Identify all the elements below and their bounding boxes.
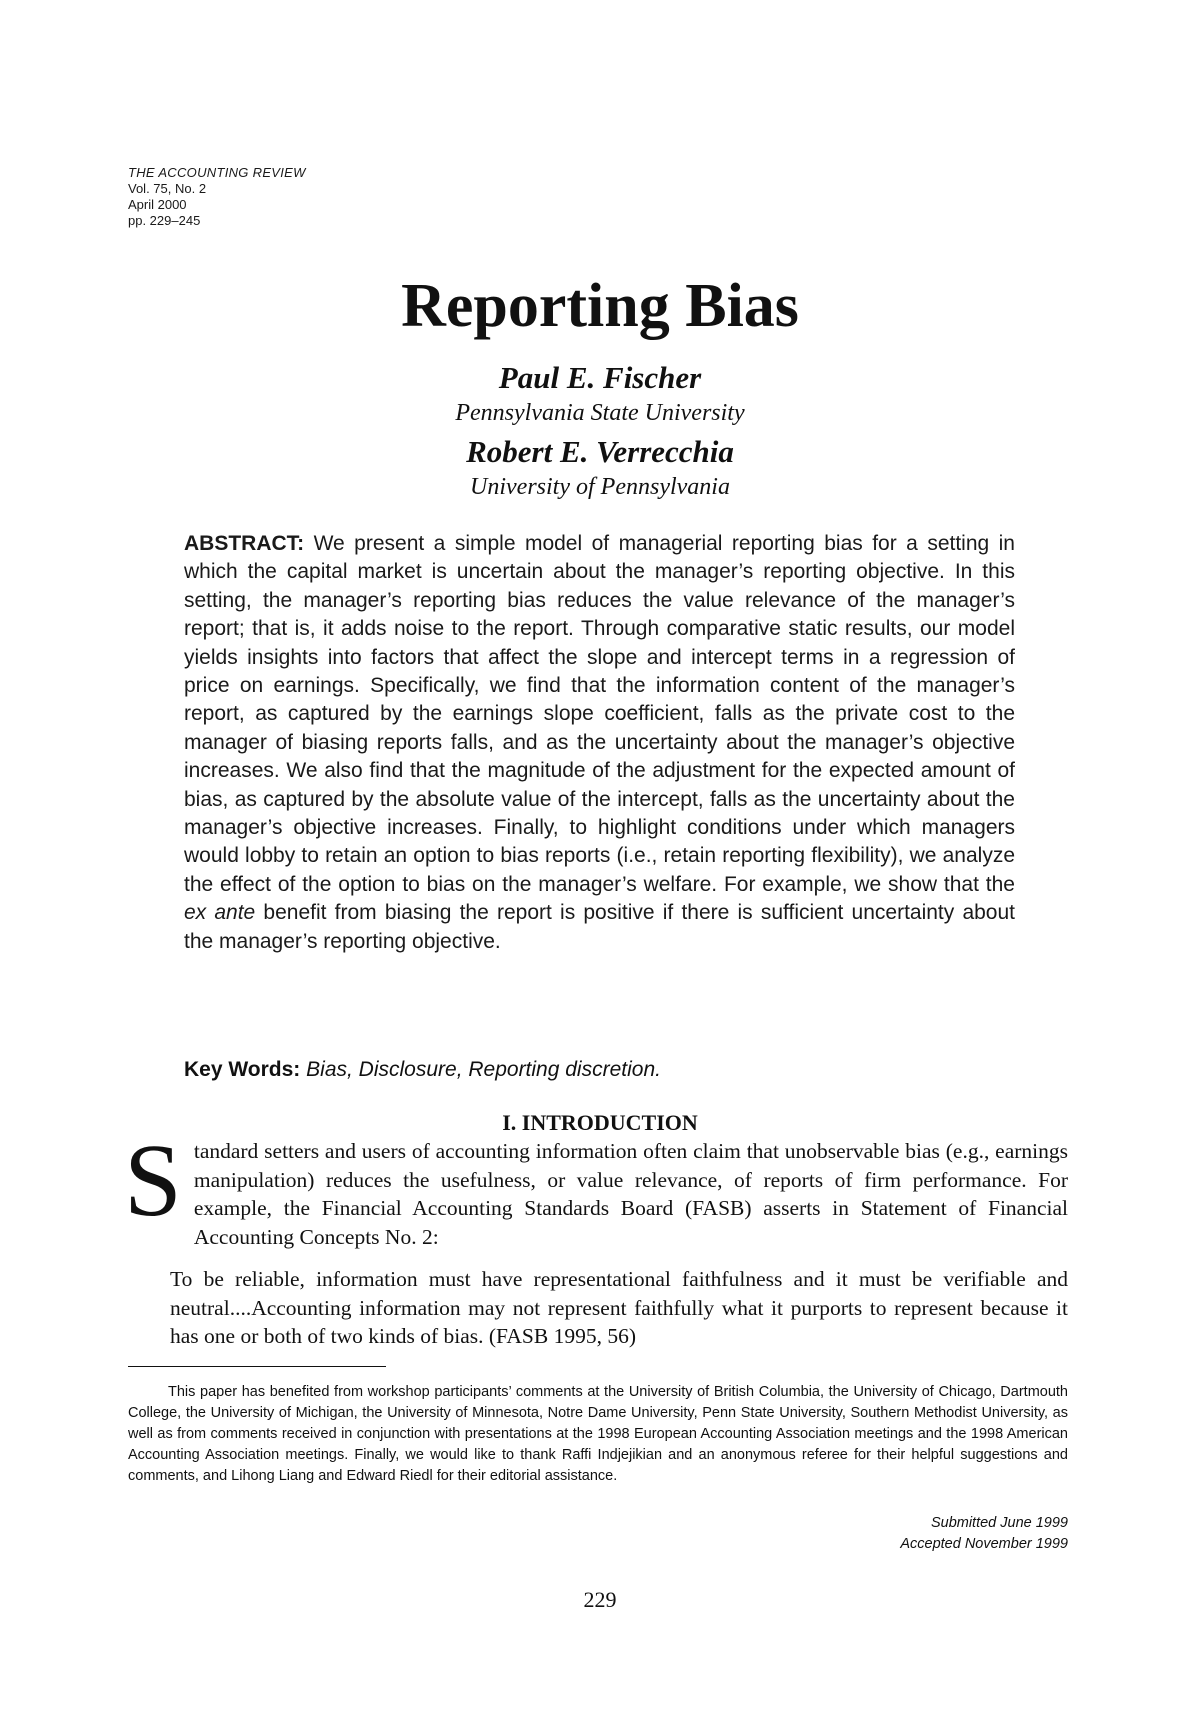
journal-pages: pp. 229–245 <box>128 213 201 228</box>
author-affiliation: Pennsylvania State University <box>455 400 745 426</box>
drop-cap: S <box>124 1123 182 1238</box>
paper-title: Reporting Bias <box>401 272 799 340</box>
abstract-text-end: benefit from biasing the report is positive if there is sufficient uncertainty about the manager’s reporting objective. <box>184 901 1016 953</box>
keywords-label: Key Words: <box>184 1058 301 1081</box>
intro-paragraph <box>124 1123 1068 1251</box>
footnote-divider <box>128 1366 386 1367</box>
abstract-text: We present a simple model of managerial reporting bias for a setting in which the capital market is uncertain about the manager’s reporting objective. In this setting, the manager’s reporting bias reduces the value relevance of the manager’s report; that is, it adds noise to the report. Through comparative static results, our model yields insights into factors that affect the slope and intercept terms in a regression of price on earnings. Specifically, we find that the information content of the manager’s report, as captured by the earnings slope coefficient, falls as the private cost to the manager of biasing reports falls, and as the uncertainty about the manager’s objective increases. We also find that the magnitude of the adjustment for the expected amount of bias, as captured by the absolute value of the intercept, falls as the uncertainty about the manager’s objective increases. Finally, to highlight conditions under which managers would lobby to retain an option to bias reports (i.e., retain reporting flexibility), we analyze the effect of the option to bias on the manager’s welfare. For example, we show that the <box>184 532 1015 896</box>
footnote <box>128 1382 1068 1487</box>
keywords <box>184 1056 1015 1084</box>
accepted-date: Accepted November 1999 <box>900 1536 1068 1552</box>
journal-volume: Vol. 75, No. 2 <box>128 181 207 196</box>
author-affiliation: University of Pennsylvania <box>470 474 730 500</box>
submitted-date: Submitted June 1999 <box>930 1515 1068 1531</box>
author-block <box>0 360 1200 508</box>
journal-name: THE ACCOUNTING REVIEW <box>128 165 306 180</box>
footnote-text: This paper has benefited from workshop participants’ comments at the University of British Columbia, the University of Chicago, Dartmouth College, the University of Michigan, the University of Minnesota, Notre Dame University, Penn State University, Southern Methodist University, as well as from comments received in conjunction with presentations at the 1998 European Accounting Association meetings and the 1998 American Accounting Association meetings. Finally, we would like to thank Raffi Indjejikian and an anonymous referee for their helpful suggestions and comments, and Lihong Liang and Edward Riedl for their editorial assistance. <box>128 1384 1068 1484</box>
journal-date: April 2000 <box>128 197 187 212</box>
intro-text: tandard setters and users of accounting information often claim that unobservable bias (e.g., earnings manipulation) reduces the usefulness, or value relevance, of reports of firm performance. For example, the Financial Accounting Standards Board (FASB) asserts in Statement of Financial Accounting Concepts No. 2: <box>193 1139 1068 1249</box>
keywords-list: Bias, Disclosure, Reporting discretion. <box>300 1058 661 1081</box>
page-number: 229 <box>583 1587 617 1612</box>
abstract <box>184 530 1015 956</box>
section-heading: I. INTRODUCTION <box>502 1110 698 1135</box>
abstract-italic-term: ex ante <box>184 901 256 925</box>
abstract-label: ABSTRACT: <box>184 532 305 555</box>
journal-info <box>128 165 528 229</box>
submission-dates <box>900 1513 1068 1555</box>
author-name: Robert E. Verrecchia <box>466 434 734 469</box>
block-quote: To be reliable, information must have representational faithfulness and it must be verifiable and neutral....Accounting information may not represent faithfully what it purports to represent because it has one or both of two kinds of bias. (FASB 1995, 56) <box>170 1267 1068 1348</box>
author-name: Paul E. Fischer <box>498 360 702 395</box>
